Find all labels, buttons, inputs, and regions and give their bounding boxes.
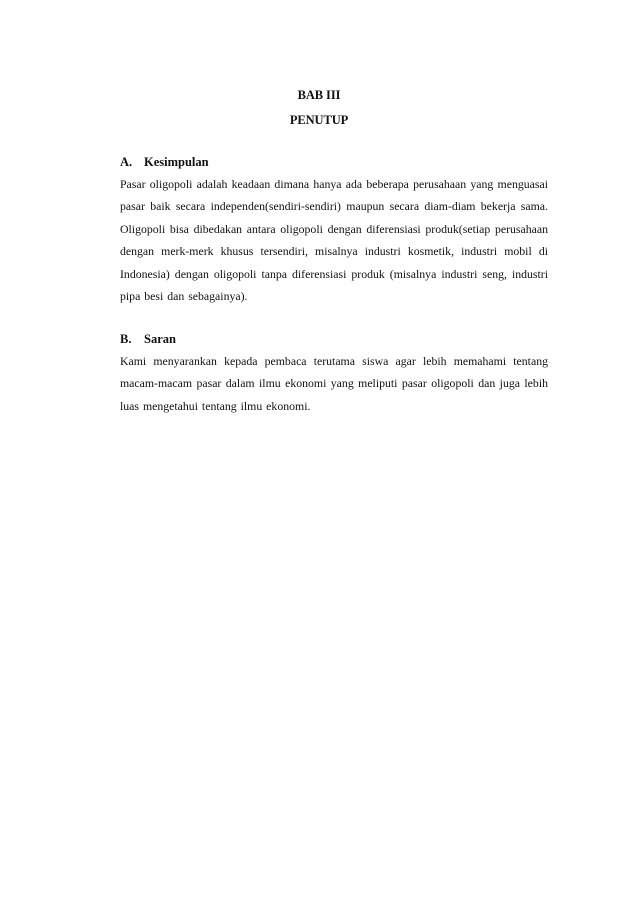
- section-kesimpulan: [120, 151, 548, 307]
- section-paragraph: Kami menyarankan kepada pembaca terutama siswa agar lebih memahami tentang macam-macam pasar dalam ilmu ekonomi yang meliputi pasar oligopoli dan juga lebih luas mengetahui tentang ilmu ekonomi.: [120, 354, 548, 413]
- chapter-heading: BAB III: [297, 88, 341, 102]
- section-heading: [120, 328, 548, 350]
- section-letter: A.: [120, 155, 133, 169]
- section-paragraph: Pasar oligopoli adalah keadaan dimana hanya ada beberapa perusahaan yang menguasai pasar baik secara independen(sendiri-sendiri) maupun secara diam-diam bekerja sama. Oligopoli bisa dibedakan antara oligopoli dengan diferensiasi produk(setiap perusahaan dengan merk-merk khusus tersendiri, misalnya industri kosmetik, industri mobil di Indonesia) dengan oligopoli tanpa diferensiasi produk (misalnya industri seng, industri pipa besi dan sebagainya).: [120, 177, 548, 304]
- section-title: Saran: [144, 332, 176, 346]
- section-saran: [120, 328, 548, 417]
- chapter-title: PENUTUP: [289, 113, 349, 127]
- section-title: Kesimpulan: [144, 155, 209, 169]
- section-letter: B.: [120, 332, 132, 346]
- section-heading: [120, 151, 548, 173]
